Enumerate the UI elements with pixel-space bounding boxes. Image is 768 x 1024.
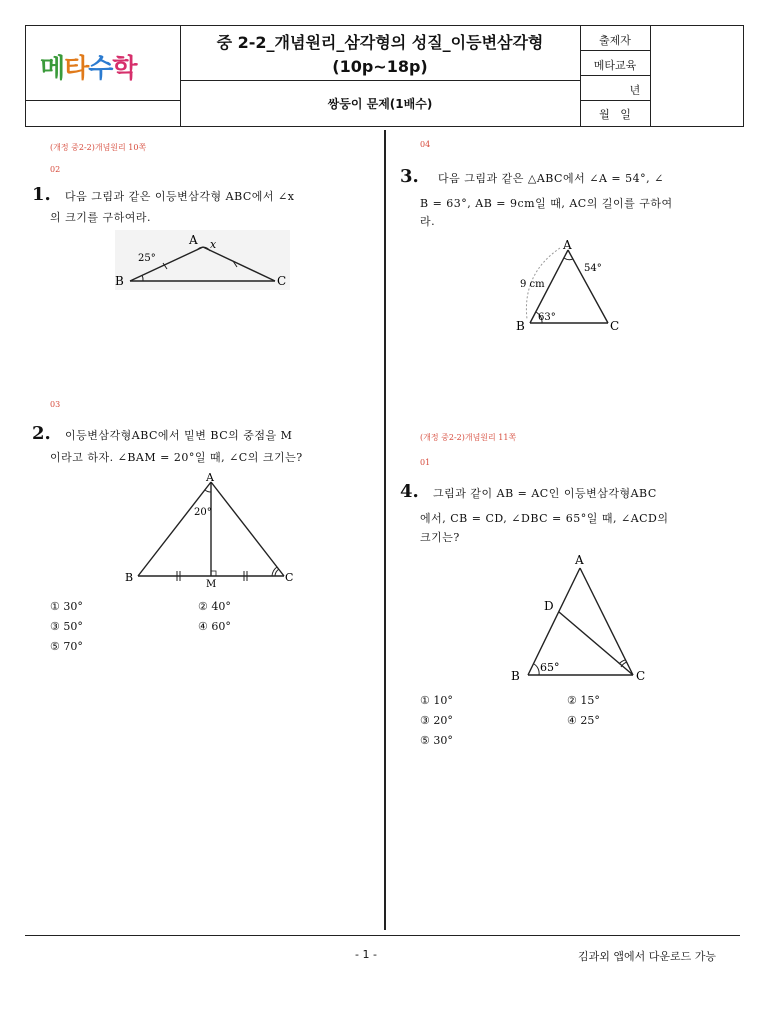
author-label: 출제자	[599, 34, 631, 47]
q3-label-b: B	[516, 319, 525, 333]
q4-label-d: D	[544, 599, 554, 613]
q3-figure	[512, 234, 632, 339]
q2-side-ac	[211, 482, 284, 576]
q4-text-line3: 크기는?	[420, 531, 460, 544]
header-divider	[580, 100, 650, 101]
download-note: 김과외 앱에서 다운로드 가능	[578, 950, 717, 963]
q3-label-length: 9 cm	[520, 279, 545, 290]
q4-choice-5[interactable]: ⑤ 30°	[420, 734, 453, 747]
header-divider	[580, 75, 650, 76]
q4-number: 4.	[400, 481, 419, 502]
q3-angle-arc	[564, 258, 573, 260]
header-divider	[25, 100, 181, 101]
q4-label-c: C	[636, 669, 646, 683]
q2-code: 03	[50, 400, 61, 409]
q2-number: 2.	[32, 423, 51, 444]
q3-label-c: C	[610, 319, 620, 333]
q2-label-b: B	[125, 571, 134, 584]
q2-choice-3[interactable]: ③ 50°	[50, 620, 83, 633]
q3-label-angle-a: 54°	[584, 263, 602, 274]
q2-label-m: M	[206, 579, 217, 590]
q2-label-a: A	[206, 471, 214, 484]
q2-choice-5[interactable]: ⑤ 70°	[50, 640, 83, 653]
q1-code: 02	[50, 165, 61, 174]
logo: 메타수학	[40, 54, 137, 84]
q2-right-angle	[211, 571, 216, 576]
q4-text-line2: 에서, CB = CD, ∠DBC = 65°일 때, ∠ACD의	[420, 512, 669, 525]
q3-text-line3: 라.	[420, 215, 436, 228]
q2-angle-arc	[275, 569, 279, 576]
q4-code: 01	[420, 458, 431, 467]
q4-side-ac	[580, 568, 633, 675]
q4-side-ab	[528, 568, 580, 675]
q2-choice-1[interactable]: ① 30°	[50, 600, 83, 613]
page-title: 중 2-2_개념원리_삼각형의 성질_이등변삼각형	[216, 33, 544, 52]
q2-angle-arc	[205, 490, 211, 492]
q4-label-a: A	[575, 553, 584, 567]
q1-label-a: A	[189, 233, 198, 247]
footer-line	[25, 935, 740, 936]
q3-number: 3.	[400, 166, 419, 187]
q4-choice-2[interactable]: ② 15°	[567, 694, 600, 707]
q4-choice-1[interactable]: ① 10°	[420, 694, 453, 707]
q2-text-line1: 이등변삼각형ABC에서 밑변 BC의 중점을 M	[65, 429, 293, 442]
author-value: 메타교육	[593, 59, 637, 72]
q1-label-c: C	[277, 274, 287, 288]
q2-label-angle: 20°	[194, 507, 212, 518]
column-divider	[384, 130, 386, 930]
q4-angle-arc	[534, 664, 539, 675]
q2-choice-2[interactable]: ② 40°	[198, 600, 231, 613]
q2-side-ab	[138, 482, 211, 576]
q3-code: 04	[420, 140, 431, 149]
header-divider	[650, 25, 651, 127]
q2-text-line2: 이라고 하자. ∠BAM = 20°일 때, ∠C의 크기는?	[50, 451, 303, 464]
year-label: 년	[629, 84, 641, 97]
q4-text-line1: 그림과 같이 AB = AC인 이등변삼각형ABC	[433, 487, 657, 500]
q1-source: (개정 중2-2)개념원리 10쪽	[50, 143, 147, 152]
q2-choice-4[interactable]: ④ 60°	[198, 620, 231, 633]
q3-label-a: A	[563, 238, 572, 252]
page-subtitle: 쌍둥이 문제(1배수)	[327, 97, 433, 111]
q4-source: (개정 중2-2)개념원리 11쪽	[420, 433, 517, 442]
q1-label-x: x	[210, 238, 217, 251]
q1-text-line2: 의 크기를 구하여라.	[50, 211, 151, 224]
q3-side-ac	[568, 250, 608, 323]
q3-text-line1: 다음 그림과 같은 △ABC에서 ∠A = 54°, ∠	[438, 172, 664, 185]
q1-text-line1: 다음 그림과 같은 이등변삼각형 ABC에서 ∠x	[65, 190, 295, 203]
page-range: (10p~18p)	[332, 57, 428, 76]
q2-figure	[120, 470, 300, 590]
q4-label-b: B	[511, 669, 520, 683]
q2-label-c: C	[285, 571, 294, 584]
q1-figure	[115, 230, 290, 290]
q1-label-angle: 25°	[138, 253, 156, 264]
q4-label-angle: 65°	[540, 661, 560, 674]
q4-choice-4[interactable]: ④ 25°	[567, 714, 600, 727]
q1-label-b: B	[115, 274, 124, 288]
q4-figure	[508, 550, 648, 686]
header-divider	[580, 50, 650, 51]
q4-choice-3[interactable]: ③ 20°	[420, 714, 453, 727]
header-divider	[180, 80, 580, 81]
q1-number: 1.	[32, 184, 51, 205]
q3-text-line2: B = 63°, AB = 9cm일 때, AC의 길이를 구하여	[420, 197, 673, 210]
page-number: - 1 -	[355, 948, 377, 961]
q4-angle-arc	[621, 662, 627, 667]
date-label: 월 일	[599, 108, 631, 121]
q3-label-angle-b: 63°	[538, 312, 556, 323]
